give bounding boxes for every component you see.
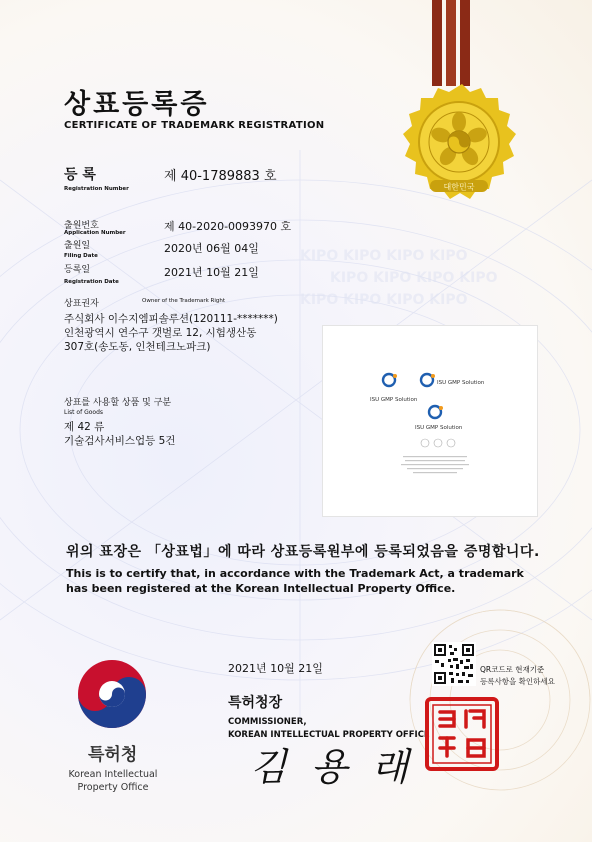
commissioner-en-line2: KOREAN INTELLECTUAL PROPERTY OFFICE [228,730,430,740]
certificate-title-en: CERTIFICATE OF TRADEMARK REGISTRATION [64,120,325,131]
certification-text-en: This is to certify that, in accordance with the Trademark Act, a trademark has been registered at the Korean Intellectual Property Office. [66,567,524,595]
owner-label-en: Owner of the Trademark Right [142,298,225,304]
kipo-en-line1: Korean Intellectual [68,769,158,780]
commissioner-title: 특허청장 [228,695,283,711]
qr-note [480,664,580,688]
trademark-logo-text: ISU GMP Solution [415,425,463,431]
application-label-en: Application Number [64,230,126,236]
filing-label-en: Filing Date [64,253,98,259]
ribbon-stripe [446,0,456,86]
application-number: 제 40-2020-0093970 호 [164,220,292,233]
certificate-title: 상표등록증 [64,89,210,120]
filing-date: 2020년 06월 04일 [164,242,259,255]
qr-note-line2: 등록사항을 확인하세요 [480,677,555,686]
certification-text-ko: 위의 표장은 「상표법」에 따라 상표등록원부에 등록되었음을 증명합니다. [66,544,540,560]
commissioner-en-line1: COMMISSIONER, [228,717,307,727]
registration-label: 등 록 [64,167,96,183]
ribbon-stripe [460,0,470,86]
owner-label: 상표권자 [64,299,99,309]
trademark-image [322,325,538,517]
reg-date-label-en: Registration Date [64,279,119,285]
kipo-logo-icon [76,656,148,732]
kipo-name: 특허청 [88,745,138,765]
reg-date-label: 등록일 [64,265,91,275]
goods-class: 제 42 류 [64,421,105,433]
medal-text: 대한민국 [443,182,475,192]
trademark-logo-text: ISU GMP Solution [437,380,485,386]
registration-number: 제 40-1789883 호 [164,169,277,184]
kipo-en-line2: Property Office [77,782,149,793]
registration-label-en: Registration Number [64,186,129,192]
owner-name: 주식회사 이수지엠피솔루션(120111-*******) [64,313,278,325]
trademark-logo-sheet [323,326,537,516]
owner-address-2: 307호(송도동, 인천테크노파크) [64,341,211,353]
goods-label: 상표를 사용할 상품 및 구분 [64,398,172,408]
application-label: 출원번호 [64,221,99,231]
official-stamp [424,696,500,772]
goods-description: 기술검사서비스업등 5건 [64,435,176,447]
goods-label-en: List of Goods [64,409,104,416]
qr-code [432,642,476,686]
owner-address-1: 인천광역시 연수구 갯벌로 12, 시험생산동 [64,327,257,339]
signature: 김 용 래 [250,745,415,789]
qr-note-line1: QR코드로 현재기준 [480,665,545,674]
kipo-name-en [58,768,168,794]
registration-date: 2021년 10월 21일 [164,266,259,279]
filing-label: 출원일 [64,241,91,251]
issue-date: 2021년 10월 21일 [228,662,323,675]
svg-text:KIPO KIPO KIPO KIPO: KIPO KIPO KIPO KIPO [300,248,468,264]
svg-text:KIPO KIPO KIPO KIPO: KIPO KIPO KIPO KIPO [330,270,498,286]
ribbon-stripe [432,0,442,86]
trademark-logo-text: ISU GMP Solution [370,397,418,403]
svg-text:KIPO KIPO KIPO KIPO: KIPO KIPO KIPO KIPO [300,292,468,308]
gold-medal-seal [392,82,532,212]
